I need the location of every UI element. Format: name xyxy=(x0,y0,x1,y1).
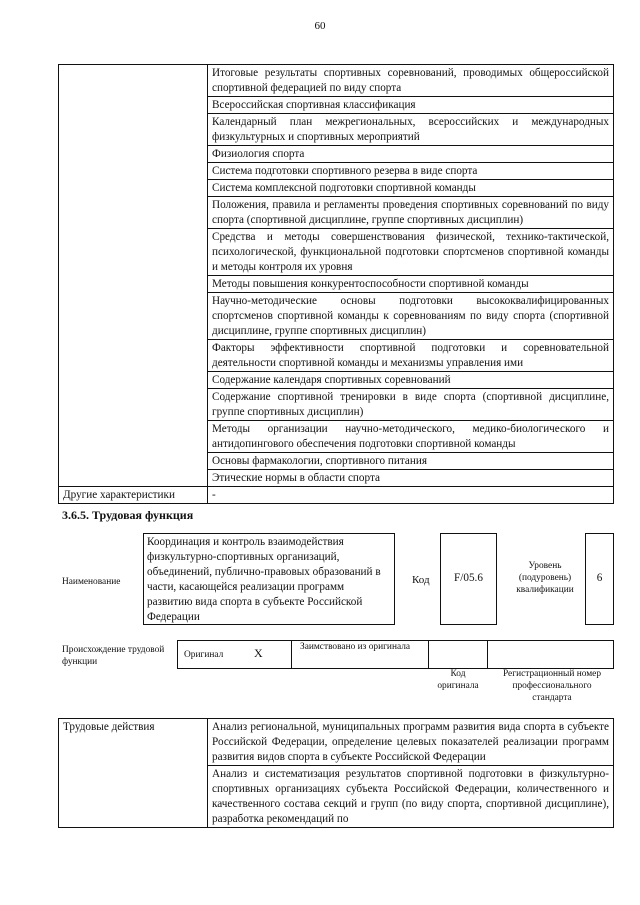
original-mark: X xyxy=(254,646,263,660)
knowledge-row xyxy=(59,293,614,340)
knowledge-left-cell xyxy=(59,114,208,146)
borrowed-label: Заимствовано из оригинала xyxy=(300,642,411,652)
knowledge-row xyxy=(59,372,614,389)
knowledge-left-cell xyxy=(59,470,208,487)
labor-action-row xyxy=(59,766,614,828)
knowledge-left-cell xyxy=(59,197,208,229)
knowledge-item: Методы организации научно-методического, медико-биологического и антидопингового обеспечения подготовки спортивной команды xyxy=(208,421,614,453)
knowledge-left-cell xyxy=(59,421,208,453)
knowledge-row xyxy=(59,146,614,163)
knowledge-item: Система комплексной подготовки спортивной команды xyxy=(208,180,614,197)
knowledge-item: Положения, правила и регламенты проведения спортивных соревнований по виду спорта (спортивной дисциплине, группе спортивных дисциплин) xyxy=(208,197,614,229)
knowledge-item: Средства и методы совершенствования физической, технико-тактической, психологической, функциональной подготовки спортсменов спортивной команды и методы контроля их уровня xyxy=(208,229,614,276)
knowledge-row xyxy=(59,453,614,470)
knowledge-item: Этические нормы в области спорта xyxy=(208,470,614,487)
knowledge-item: Итоговые результаты спортивных соревнований, проводимых общероссийской спортивной федерацией по виду спорта xyxy=(208,65,614,97)
knowledge-row xyxy=(59,470,614,487)
section-title: 3.6.5. Трудовая функция xyxy=(62,508,194,522)
level-value: 6 xyxy=(596,572,603,584)
knowledge-left-cell xyxy=(59,180,208,197)
knowledge-left-cell xyxy=(59,340,208,372)
knowledge-row xyxy=(59,65,614,97)
knowledge-row xyxy=(59,421,614,453)
knowledge-left-cell xyxy=(59,97,208,114)
origin-label: Происхождение трудовой функции xyxy=(62,645,165,667)
knowledge-row xyxy=(59,114,614,146)
knowledge-item: Календарный план межрегиональных, всероссийских и международных физкультурных и спортивных мероприятий xyxy=(208,114,614,146)
knowledge-left-cell xyxy=(59,146,208,163)
knowledge-item: Всероссийская спортивная классификация xyxy=(208,97,614,114)
knowledge-row xyxy=(59,197,614,229)
knowledge-item: Содержание спортивной тренировки в виде спорта (спортивной дисциплине, группе спортивных дисциплин) xyxy=(208,389,614,421)
labor-actions-left-cell xyxy=(59,766,208,828)
knowledge-left-cell xyxy=(59,453,208,470)
labor-actions-label: Трудовые действия xyxy=(59,719,208,766)
other-characteristics-value: - xyxy=(208,487,614,504)
reg-number-label: Регистрационный номер профессионального стандарта xyxy=(502,669,602,703)
knowledge-item: Физиология спорта xyxy=(208,146,614,163)
knowledge-item: Основы фармакологии, спортивного питания xyxy=(208,453,614,470)
other-characteristics-row xyxy=(59,487,614,504)
page-number: 60 xyxy=(314,20,326,32)
knowledge-item: Факторы эффективности спортивной подготовки и соревновательной деятельности спортивной команды и механизмы управления ими xyxy=(208,340,614,372)
name-label: Наименование xyxy=(62,577,121,587)
knowledge-row xyxy=(59,180,614,197)
knowledge-left-cell xyxy=(59,276,208,293)
knowledge-row xyxy=(59,340,614,372)
knowledge-left-cell xyxy=(59,293,208,340)
knowledge-item: Содержание календаря спортивных соревнований xyxy=(208,372,614,389)
level-box xyxy=(585,533,614,625)
other-characteristics-label: Другие характеристики xyxy=(59,487,208,504)
knowledge-item: Методы повышения конкурентоспособности спортивной команды xyxy=(208,276,614,293)
code-original-label: Код оригинала xyxy=(437,669,479,691)
knowledge-row xyxy=(59,229,614,276)
knowledge-item: Система подготовки спортивного резерва в виде спорта xyxy=(208,163,614,180)
labor-action-item: Анализ региональной, муниципальных программ развития вида спорта в субъекте Российской Федерации, определение целевых показателей реализации программ развития видов спорта в субъекте Российской Федерации xyxy=(208,719,614,766)
knowledge-row xyxy=(59,163,614,180)
function-name: Координация и контроль взаимодействия физкультурно-спортивных организаций, объединений, публично-правовых образований в части, касающейся реализации программ развитию вида спорта в субъекте Российской Федерации xyxy=(147,536,381,623)
knowledge-left-cell xyxy=(59,389,208,421)
function-name-box xyxy=(143,533,395,625)
labor-action-row xyxy=(59,719,614,766)
knowledge-left-cell xyxy=(59,372,208,389)
origin-cell-code xyxy=(428,640,488,669)
original-label: Оригинал xyxy=(184,650,224,660)
knowledge-left-cell xyxy=(59,229,208,276)
knowledge-row xyxy=(59,276,614,293)
knowledge-row xyxy=(59,389,614,421)
labor-action-item: Анализ и систематизация результатов спортивной подготовки в физкультурно-спортивных организациях субъекта Российской Федерации, количественного и качественного состава секций и групп (по виду спорта, спортивной дисциплине), разработка рекомендаций по xyxy=(208,766,614,828)
knowledge-item: Научно-методические основы подготовки высококвалифицированных спортсменов спортивной команды к соревнованиям по виду спорта (спортивной дисциплине, группе спортивных дисциплин) xyxy=(208,293,614,340)
knowledge-left-cell xyxy=(59,65,208,97)
labor-actions-table xyxy=(58,718,614,828)
code-box xyxy=(440,533,497,625)
knowledge-left-cell xyxy=(59,163,208,180)
knowledge-table xyxy=(58,64,614,504)
knowledge-row xyxy=(59,97,614,114)
code-label: Код xyxy=(412,574,430,586)
level-label: Уровень (подуровень) квалификации xyxy=(516,561,574,595)
function-code: F/05.6 xyxy=(454,572,483,584)
